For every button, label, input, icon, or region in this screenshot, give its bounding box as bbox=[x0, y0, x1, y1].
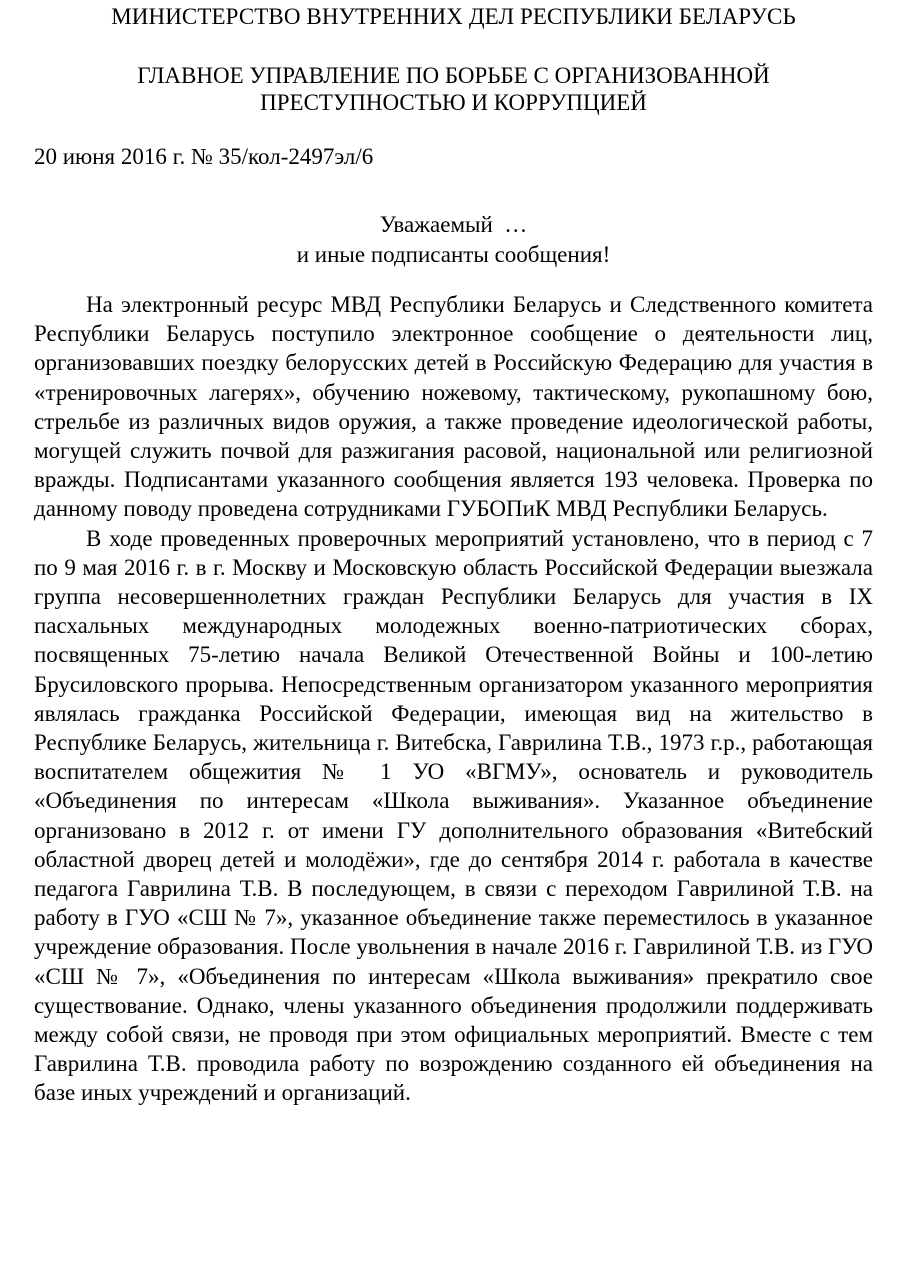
reference-date-number: 20 июня 2016 г. № 35/кол-2497эл/6 bbox=[34, 144, 374, 169]
ministry-title: МИНИСТЕРСТВО ВНУТРЕННИХ ДЕЛ РЕСПУБЛИКИ БЕЛАРУСЬ bbox=[111, 4, 796, 29]
department-title-line-1: ГЛАВНОЕ УПРАВЛЕНИЕ ПО БОРЬБЕ С ОРГАНИЗОВАННОЙ bbox=[137, 63, 770, 88]
salutation bbox=[34, 210, 873, 270]
body-paragraph-2: В ходе проведенных проверочных мероприятий установлено, что в период с 7 по 9 мая 2016 г. в г. Москву и Московскую область Российской Федерации выезжала группа несовершеннолетних граждан Республики Беларусь для участия в IX пасхальных международных молодежных военно-патриотических сборах, посвященных 75-летию начала Великой Отечественной Войны и 100-летию Брусиловского прорыва. Непосредственным организатором указанного мероприятия являлась гражданка Российской Федерации, имеющая вид на жительство в Республике Беларусь, жительница г. Витебска, Гаврилина Т.В., 1973 г.р., работающая воспитателем общежития № 1 УО «ВГМУ», основатель и руководитель «Объединения по интересам «Школа выживания». Указанное объединение организовано в 2012 г. от имени ГУ дополнительного образования «Витебский областной дворец детей и молодёжи», где до сентября 2014 г. работала в качестве педагога Гаврилина Т.В. В последующем, в связи с переходом Гаврилиной Т.В. на работу в ГУО «СШ № 7», указанное объединение также переместилось в указанное учреждение образования. После увольнения в начале 2016 г. Гаврилиной Т.В. из ГУО «СШ № 7», «Объединения по интересам «Школа выживания» прекратило свое существование. Однако, члены указанного объединения продолжили поддерживать между собой связи, не проводя при этом официальных мероприятий. Вместе с тем Гаврилина Т.В. проводила работу по возрождению созданного ей объединения на базе иных учреждений и организаций. bbox=[34, 525, 873, 1106]
body-paragraph-1: На электронный ресурс МВД Республики Беларусь и Следственного комитета Республики Беларусь поступило электронное сообщение о деятельности лиц, организовавших поездку белорусских детей в Российскую Федерацию для участия в «тренировочных лагерях», обучению ножевому, тактическому, рукопашному бою, стрельбе из различных видов оружия, а также проведение идеологической работы, могущей служить почвой для разжигания расовой, национальной или религиозной вражды. Подписантами указанного сообщения является 193 человека. Проверка по данному поводу проведена сотрудниками ГУБОПиК МВД Республики Беларусь. bbox=[34, 292, 873, 522]
document-page bbox=[0, 2, 899, 1282]
department-title-line-2: ПРЕСТУПНОСТЬЮ И КОРРУПЦИЕЙ bbox=[260, 90, 647, 115]
salutation-line-1: Уважаемый … bbox=[379, 212, 528, 237]
department-title bbox=[34, 62, 873, 116]
salutation-line-2: и иные подписанты сообщения! bbox=[296, 242, 611, 267]
letter-body bbox=[34, 290, 873, 1108]
